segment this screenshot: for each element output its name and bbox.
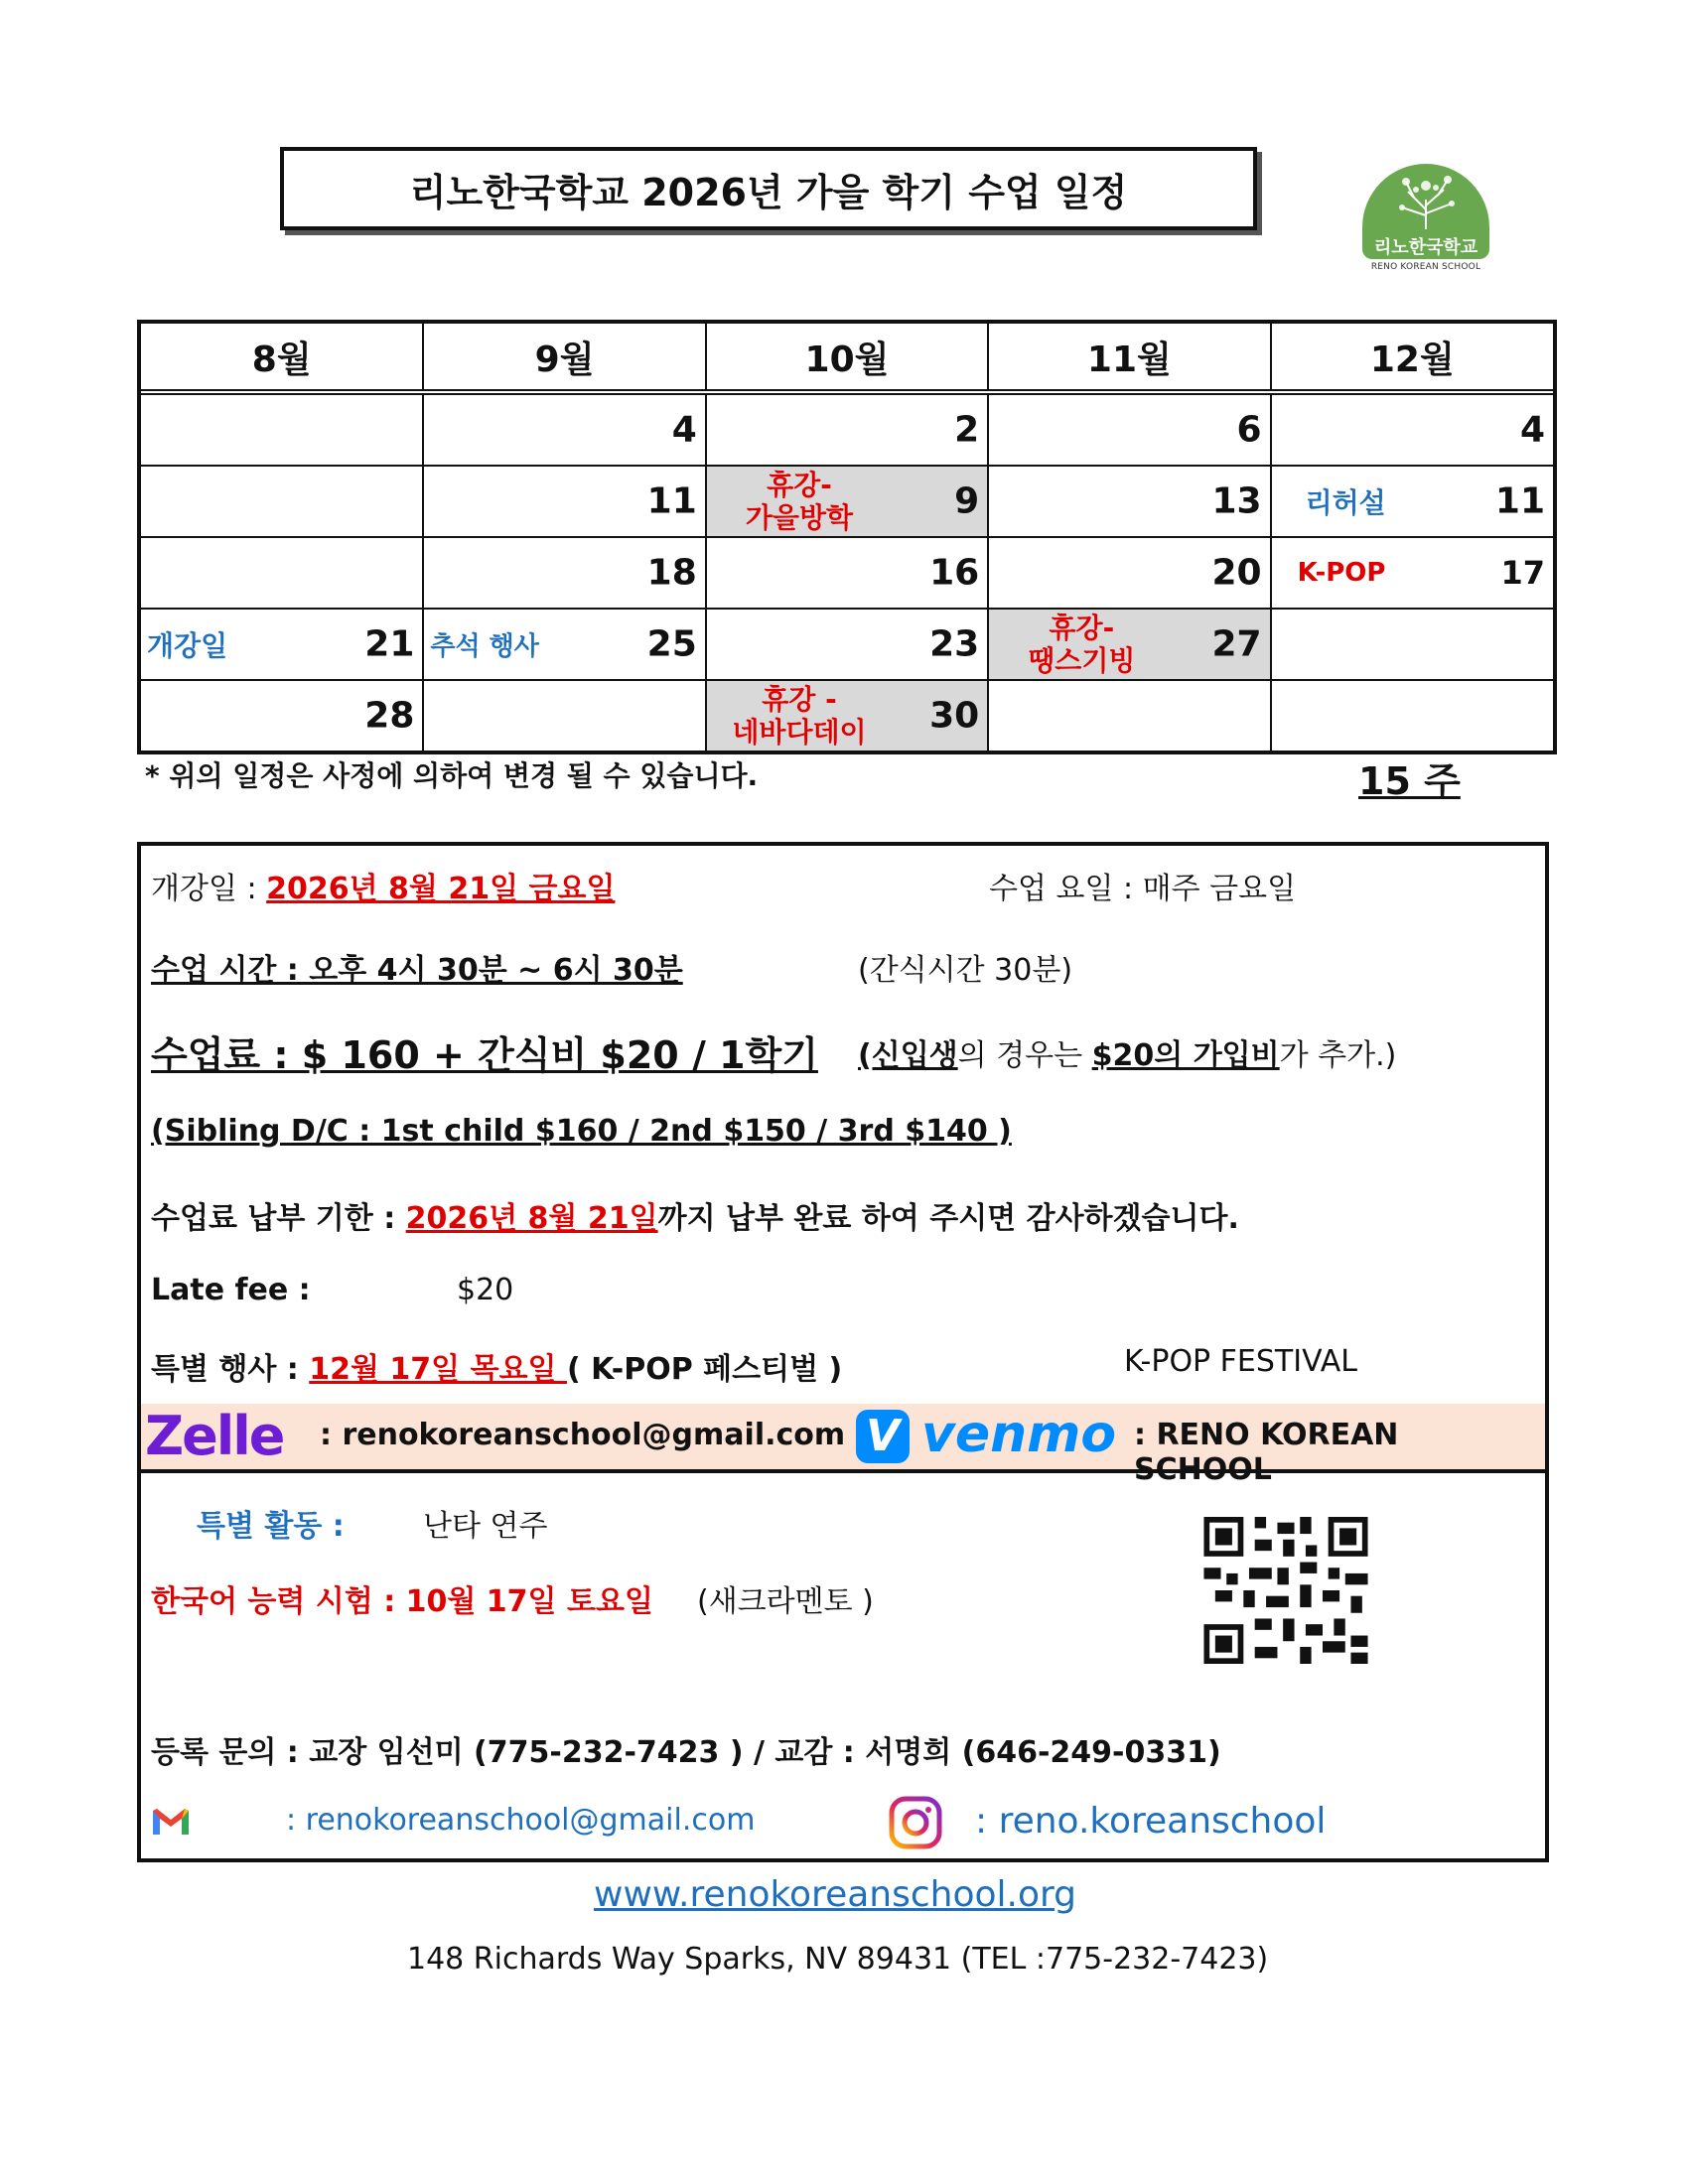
- event-english: K-POP FESTIVAL: [1124, 1344, 1357, 1379]
- start-date-line: [151, 864, 615, 907]
- schedule-cell: 4: [423, 392, 705, 466]
- activity-value: 난타 연주: [423, 1509, 548, 1544]
- topik-exam: 한국어 능력 시험 : 10월 17일 토요일: [151, 1584, 653, 1619]
- class-time: 수업 시간 : 오후 4시 30분 ~ 6시 30분: [151, 953, 683, 988]
- month-header-row: [141, 324, 1553, 392]
- contact-info: 등록 문의 : 교장 임선미 (775-232-7423 ) / 교감 : 서명희 (646-249-0331): [151, 1735, 1221, 1770]
- sibling-discount: (Sibling D/C : 1st child $160 / 2nd $150 / 3rd $140 ): [151, 1114, 1012, 1149]
- schedule-cell: [141, 392, 423, 466]
- late-fee-label: Late fee :: [151, 1273, 311, 1307]
- venmo-account: : RENO KOREAN SCHOOL: [1134, 1418, 1399, 1487]
- rehearsal-note: 리허설: [1305, 486, 1386, 519]
- venmo-logo: venmo: [921, 1405, 1117, 1464]
- schedule-cell-holiday: 휴강- 땡스기빙 27: [988, 609, 1270, 680]
- schedule-cell: 2: [706, 392, 988, 466]
- late-fee-value: $20: [457, 1273, 514, 1307]
- new-student-note: (신입생의 경우는 $20의 가입비가 추가.): [858, 1038, 1397, 1073]
- topik-place: (새크라멘토 ): [697, 1584, 874, 1619]
- month-header: 11월: [988, 324, 1270, 392]
- instagram-handle[interactable]: : reno.koreanschool: [975, 1801, 1327, 1842]
- school-logo: [1358, 164, 1493, 287]
- schedule-cell: 6: [988, 392, 1270, 466]
- schedule-cell: [141, 466, 423, 537]
- page-title: 리노한국학교 2026년 가을 학기 수업 일정: [280, 147, 1257, 230]
- holiday-note: 휴강- 땡스기빙: [1028, 612, 1136, 677]
- schedule-cell: 23: [706, 609, 988, 680]
- payment-deadline: 수업료 납부 기한 : 2026년 8월 21일까지 납부 완료 하여 주시면 감사하겠습니다.: [151, 1201, 1239, 1236]
- schedule-cell: 18: [423, 537, 705, 609]
- week-row: [141, 466, 1553, 537]
- start-date-value: 2026년 8월 21일 금요일: [266, 872, 616, 906]
- tuition: 수업료 : $ 160 + 간식비 $20 / 1학기: [151, 1033, 818, 1077]
- gmail-icon: [151, 1807, 191, 1837]
- schedule-cell: 개강일 21: [141, 609, 423, 680]
- schedule-disclaimer: * 위의 일정은 사정에 의하여 변경 될 수 있습니다.: [145, 759, 759, 792]
- schedule-cell: [988, 680, 1270, 751]
- week-count: 15 주: [1358, 759, 1461, 803]
- logo-tree-icon: [1362, 164, 1489, 259]
- schedule-cell: [141, 537, 423, 609]
- schedule-cell: 4: [1271, 392, 1553, 466]
- month-header: 8월: [141, 324, 423, 392]
- schedule-cell: 리허설 11: [1271, 466, 1553, 537]
- kpop-note: K-POP: [1297, 558, 1386, 588]
- schedule-table: [137, 320, 1557, 754]
- schedule-cell: K-POP 17: [1271, 537, 1553, 609]
- school-address: 148 Richards Way Sparks, NV 89431 (TEL :775-232-7423): [407, 1942, 1269, 1977]
- schedule-cell: 추석 행사 25: [423, 609, 705, 680]
- schedule-cell: 20: [988, 537, 1270, 609]
- website-link[interactable]: www.renokoreanschool.org: [594, 1874, 1076, 1915]
- instagram-icon: [888, 1795, 943, 1850]
- month-header: 10월: [706, 324, 988, 392]
- qr-code-icon[interactable]: [1203, 1517, 1368, 1664]
- schedule-cell-holiday: 휴강 - 네바다데이 30: [706, 680, 988, 751]
- week-row: [141, 609, 1553, 680]
- opening-day-note: 개강일: [147, 629, 228, 662]
- info-box: [137, 842, 1549, 1862]
- venmo-icon: V: [856, 1410, 910, 1463]
- month-header: 12월: [1271, 324, 1553, 392]
- logo-english-text: RENO KOREAN SCHOOL: [1370, 262, 1481, 272]
- schedule-cell-holiday: 휴강- 가을방학 9: [706, 466, 988, 537]
- zelle-logo: Zelle: [145, 1405, 284, 1467]
- gmail-address[interactable]: : renokoreanschool@gmail.com: [286, 1803, 756, 1838]
- payment-band: [141, 1404, 1545, 1487]
- start-date-label: 개강일 :: [151, 872, 267, 906]
- activity-label: 특별 활동 :: [197, 1509, 345, 1544]
- event-date: 12월 17일 목요일: [309, 1352, 567, 1387]
- week-row: [141, 680, 1553, 751]
- chuseok-note: 추석 행사: [430, 631, 539, 662]
- week-row: [141, 392, 1553, 466]
- schedule-cell: [1271, 680, 1553, 751]
- snack-time: (간식시간 30분): [858, 953, 1073, 988]
- zelle-account[interactable]: : renokoreanschool@gmail.com: [320, 1418, 846, 1452]
- deadline-date: 2026년 8월 21일: [405, 1201, 658, 1236]
- schedule-cell: 11: [423, 466, 705, 537]
- special-event: 특별 행사 : 12월 17일 목요일 ( K-POP 페스티벌 ): [151, 1352, 843, 1387]
- schedule-cell: 13: [988, 466, 1270, 537]
- week-row: [141, 537, 1553, 609]
- schedule-cell: [423, 680, 705, 751]
- holiday-note: 휴강- 가을방학: [745, 469, 854, 534]
- holiday-note: 휴강 - 네바다데이: [732, 683, 867, 749]
- month-header: 9월: [423, 324, 705, 392]
- class-day: 수업 요일 : 매주 금요일: [989, 872, 1297, 906]
- logo-korean-text: 리노한국학교: [1373, 237, 1478, 258]
- schedule-cell: 16: [706, 537, 988, 609]
- schedule-cell: 28: [141, 680, 423, 751]
- schedule-cell: [1271, 609, 1553, 680]
